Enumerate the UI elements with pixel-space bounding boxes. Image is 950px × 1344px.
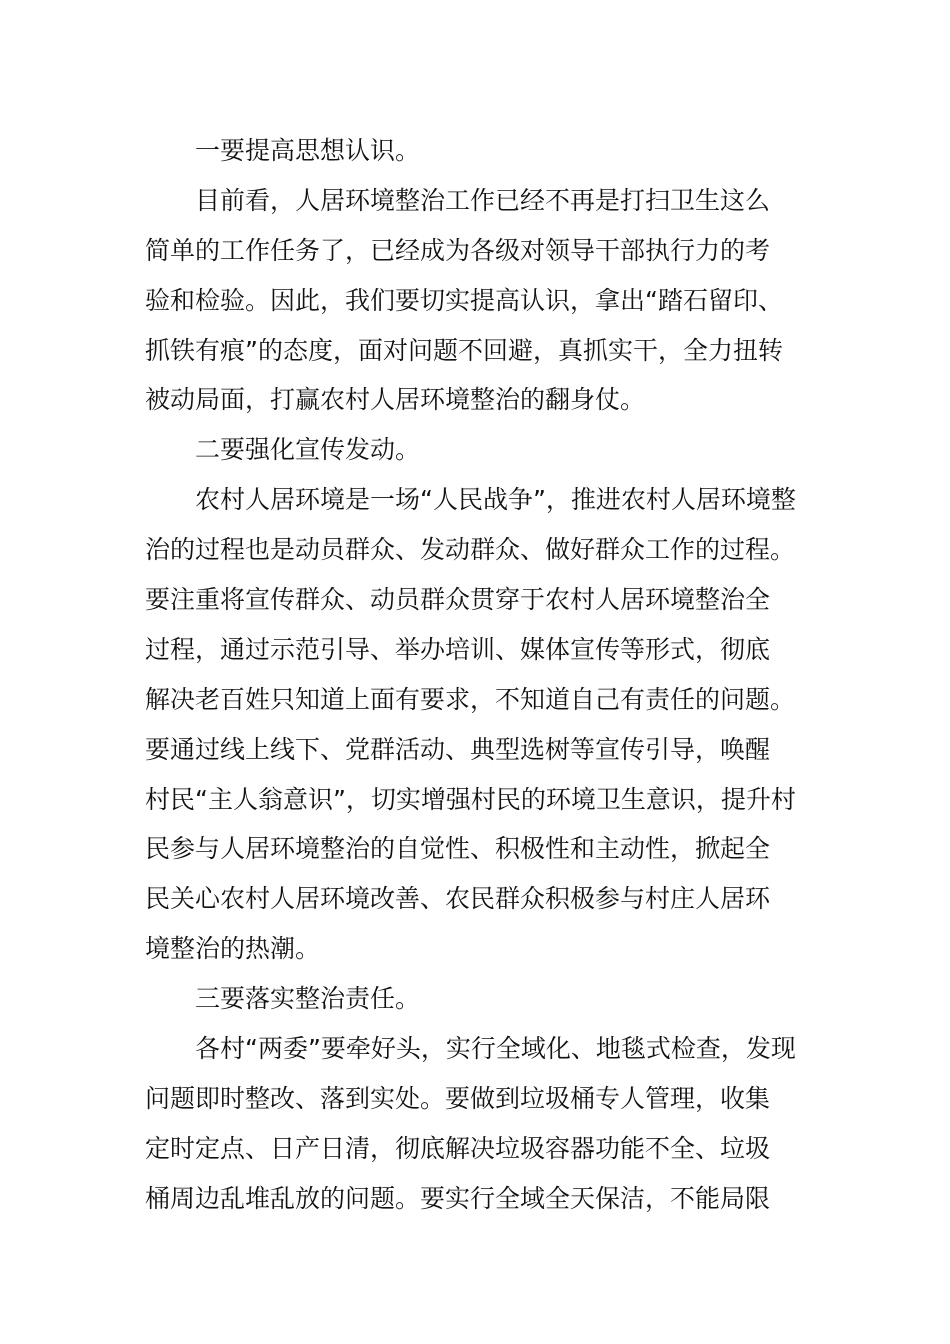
text-line: 解决老百姓只知道上面有要求，不知道自己有责任的问题。 <box>145 684 796 714</box>
text-line: 一要提高思想认识。 <box>195 136 421 165</box>
text-line: 验和检验。因此，我们要切实提高认识，拿出“踏石留印、 <box>145 285 783 315</box>
text-line: 定时定点、日产日清，彻底解决垃圾容器功能不全、垃圾 <box>145 1133 771 1163</box>
text-line: 村民“主人翁意识”，切实增强村民的环境卫生意识，提升村 <box>145 784 796 814</box>
text-line: 民关心农村人居环境改善、农民群众积极参与村庄人居环 <box>145 884 771 914</box>
text-line: 治的过程也是动员群众、发动群众、做好群众工作的过程。 <box>145 535 796 565</box>
text-line: 被动局面，打赢农村人居环境整治的翻身仗。 <box>145 385 646 415</box>
text-line: 要通过线上线下、党群活动、典型选树等宣传引导，唤醒 <box>145 734 771 764</box>
document-body <box>145 126 825 1224</box>
text-line: 农村人居环境是一场“人民战争”，推进农村人居环境整 <box>195 485 796 515</box>
text-line: 抓铁有痕”的态度，面对问题不回避，真抓实干，全力扭转 <box>145 335 783 365</box>
text-line: 二要强化宣传发动。 <box>195 435 421 465</box>
text-line: 三要落实整治责任。 <box>195 984 421 1014</box>
text-line: 过程，通过示范引导、举办培训、媒体宣传等形式，彻底 <box>145 634 771 664</box>
text-line: 各村“两委”要牵好头，实行全域化、地毯式检查，发现 <box>195 1034 796 1064</box>
text-line: 桶周边乱堆乱放的问题。要实行全域全天保洁，不能局限 <box>145 1183 771 1213</box>
text-line: 目前看，人居环境整治工作已经不再是打扫卫生这么 <box>195 185 771 215</box>
text-line: 简单的工作任务了，已经成为各级对领导干部执行力的考 <box>145 235 771 265</box>
text-line: 要注重将宣传群众、动员群众贯穿于农村人居环境整治全 <box>145 585 771 615</box>
text-line: 境整治的热潮。 <box>145 934 321 964</box>
text-line: 民参与人居环境整治的自觉性、积极性和主动性，掀起全 <box>145 834 771 864</box>
text-line: 问题即时整改、落到实处。要做到垃圾桶专人管理，收集 <box>145 1083 771 1113</box>
